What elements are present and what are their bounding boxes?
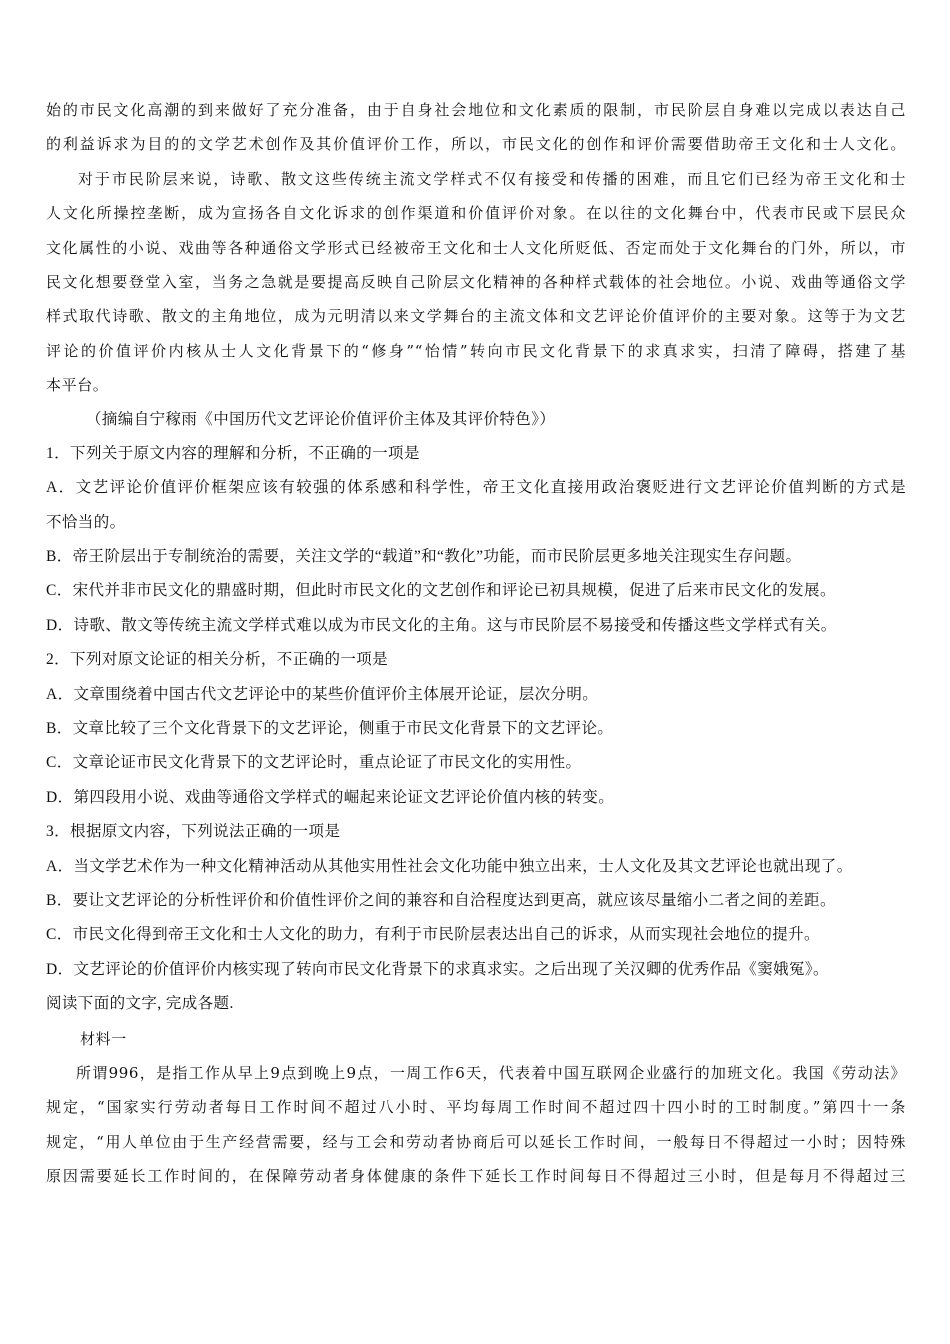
- question-3-option-a: A．当文学艺术作为一种文化精神活动从其他实用性社会文化功能中独立出来，士人文化及其文艺评论也就出现了。: [46, 857, 853, 875]
- question-1-option-b: B．帝王阶层出于专制统治的需要，关注文学的“载道”和“教化”功能，而市民阶层更多地关注现实生存问题。: [46, 548, 802, 566]
- question-3-option-b: B．要让文艺评论的分析性评价和价值性评价之间的兼容和自洽程度达到更高，就应该尽量缩小二者之间的差距。: [46, 891, 836, 909]
- question-2-option-b: B．文章比较了三个文化背景下的文艺评论，侧重于市民文化背景下的文艺评论。: [46, 720, 614, 738]
- question-1-option-a-line-1: A．文艺评论价值评价框架应该有较强的体系感和科学性，帝王文化直接用政治褒贬进行文艺评论价值判断的方式是: [46, 479, 906, 497]
- passage1-para-b-line-1: 对于市民阶层来说，诗歌、散文这些传统主流文学样式不仅有接受和传播的困难，而且它们已经为帝王文化和士: [78, 169, 906, 188]
- passage1-para-b-line-4: 民文化想要登堂入室，当务之急就是要提高反映自己阶层文化精神的各种样式载体的社会地位。小说、戏曲等通俗文学: [46, 272, 906, 291]
- material-label: 材料一: [80, 1029, 127, 1048]
- passage1-para-b-line-2: 人文化所操控垄断，成为宣扬各自文化诉求的创作渠道和价值评价对象。在以往的文化舞台中，代表市民或下层民众: [46, 204, 906, 223]
- passage2-instruction: 阅读下面的文字, 完成各题.: [46, 995, 234, 1013]
- passage1-para-a-line-1: 始的市民文化高潮的到来做好了充分准备，由于自身社会地位和文化素质的限制，市民阶层自身难以完成以表达自己: [46, 101, 906, 119]
- question-1-option-c: C．宋代并非市民文化的鼎盛时期，但此时市民文化的文艺创作和评论已初具规模，促进了后来市民文化的发展。: [46, 582, 836, 600]
- passage1-para-a-line-2: 的利益诉求为目的的文学艺术创作及其价值评价工作，所以，市民文化的创作和评价需要借助帝王文化和士人文化。: [46, 135, 906, 154]
- question-3-option-c: C．市民文化得到帝王文化和士人文化的助力，有利于市民阶层表达出自己的诉求，从而实现社会地位的提升。: [46, 926, 820, 944]
- question-2-option-c: C．文章论证市民文化背景下的文艺评论时，重点论证了市民文化的实用性。: [46, 754, 582, 772]
- passage1-para-b-line-6: 评论的价值评价内核从士人文化背景下的“修身”“怡情”转向市民文化背景下的求真求实，扫清了障碍，搭建了基: [46, 341, 906, 360]
- question-2-option-a: A．文章围绕着中国古代文艺评论中的某些价值评价主体展开论证，层次分明。: [46, 685, 599, 703]
- passage2-line-4: 原因需要延长工作时间的，在保障劳动者身体健康的条件下延长工作时间每日不得超过三小时，但是每月不得超过三: [46, 1167, 906, 1186]
- question-2-option-d: D．第四段用小说、戏曲等通俗文学样式的崛起来论证文艺评论价值内核的转变。: [46, 788, 615, 806]
- passage1-para-b-line-5: 样式取代诗歌、散文的主角地位，成为元明清以来文学舞台的主流文体和文艺评论价值评价的主要对象。这等于为文艺: [46, 307, 906, 326]
- question-1-option-a-line-2: 不恰当的。: [46, 513, 126, 531]
- source-citation: （摘编自宁稼雨《中国历代文艺评论价值评价主体及其评价特色》）: [86, 410, 556, 428]
- passage2-line-1: 所谓996，是指工作从早上9点到晚上9点，一周工作6天，代表着中国互联网企业盛行的加班文化。我国《劳动法》: [76, 1063, 906, 1082]
- question-3-option-d: D．文艺评论的价值评价内核实现了转向市民文化背景下的求真求实。之后出现了关汉卿的优秀作品《窦娥冤》。: [46, 960, 829, 978]
- question-3-stem: 3．根据原文内容，下列说法正确的一项是: [46, 823, 341, 841]
- document-page: [46, 93, 906, 1194]
- passage1-para-b-line-7: 本平台。: [46, 376, 109, 395]
- passage2-line-3: 规定，“用人单位由于生产经营需要，经与工会和劳动者协商后可以延长工作时间，一般每日不得超过一小时；因特殊: [46, 1132, 906, 1151]
- passage2-line-2: 规定，“国家实行劳动者每日工作时间不超过八小时、平均每周工作时间不超过四十四小时的工时制度。”第四十一条: [46, 1098, 906, 1117]
- question-1-stem: 1．下列关于原文内容的理解和分析，不正确的一项是: [46, 444, 420, 462]
- question-2-stem: 2．下列对原文论证的相关分析，不正确的一项是: [46, 651, 389, 669]
- passage1-para-b-line-3: 文化属性的小说、戏曲等各种通俗文学形式已经被帝王文化和士人文化所贬低、否定而处于文化舞台的门外，所以，市: [46, 238, 906, 257]
- question-1-option-d: D．诗歌、散文等传统主流文学样式难以成为市民文化的主角。这与市民阶层不易接受和传播这些文学样式有关。: [46, 616, 837, 634]
